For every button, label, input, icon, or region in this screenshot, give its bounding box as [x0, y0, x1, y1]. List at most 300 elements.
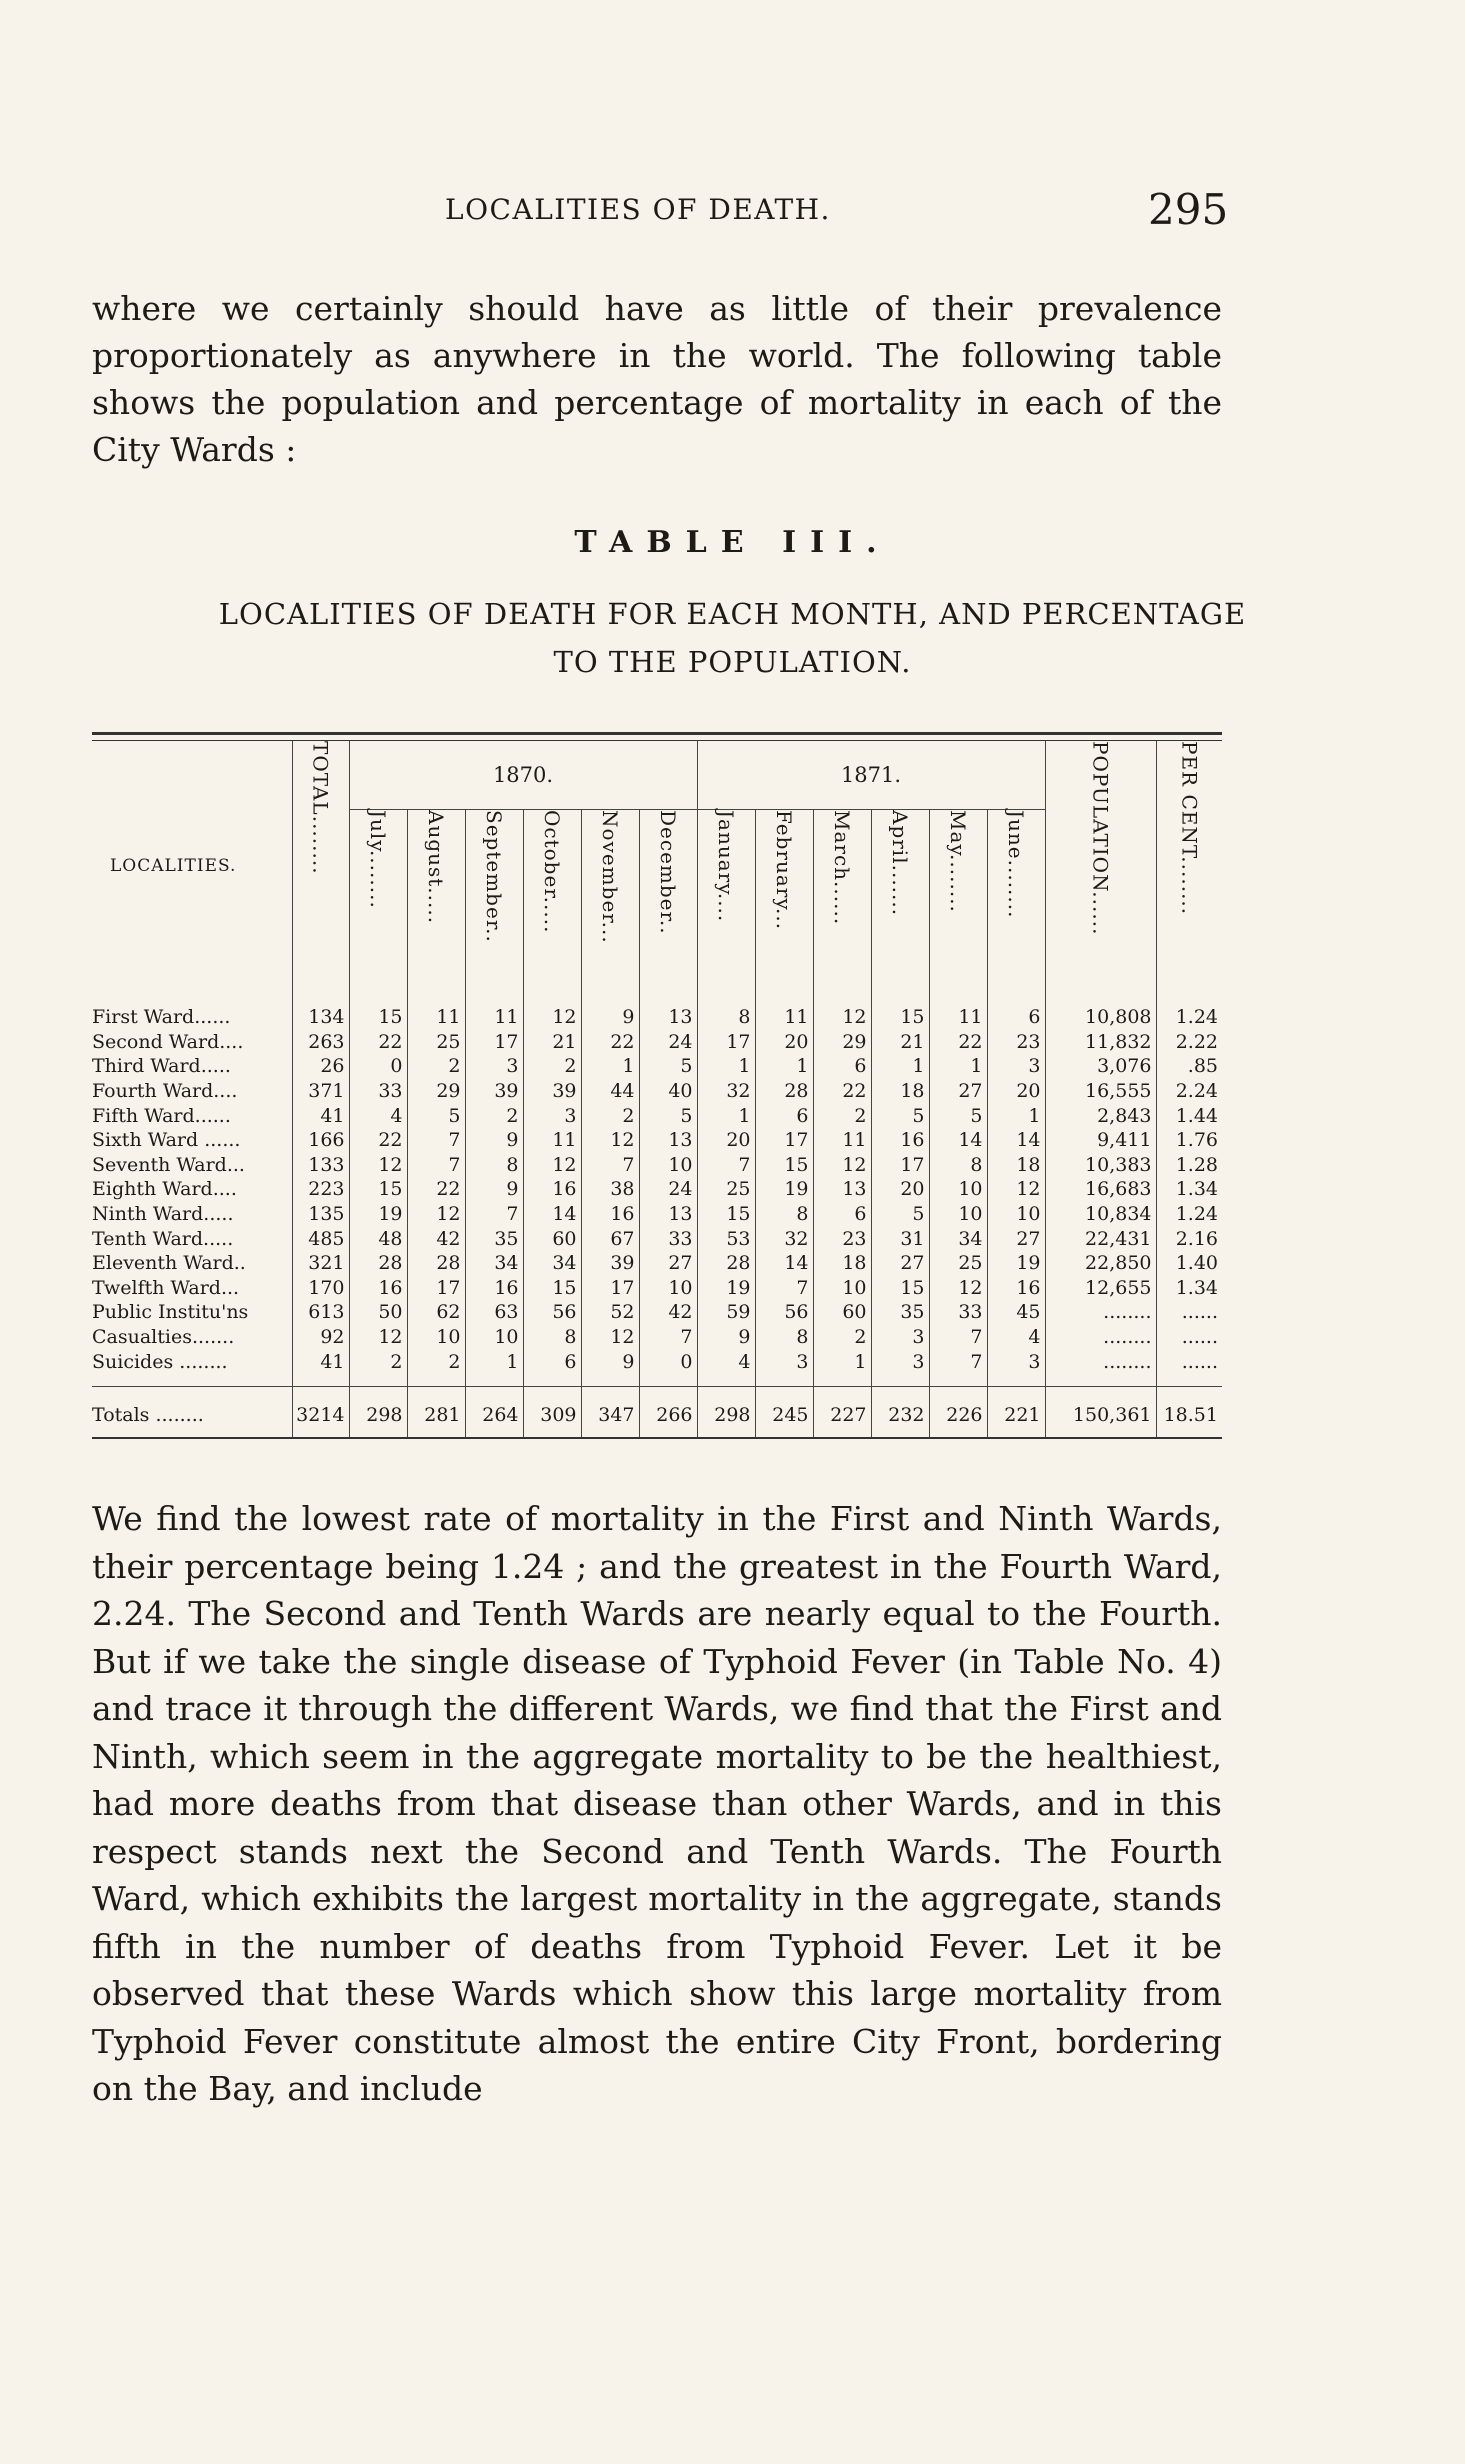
percent-cell: ...... [1156, 1300, 1222, 1325]
percent-header [1156, 741, 1222, 991]
month-cell: 0 [639, 1349, 697, 1374]
month-cell: 2 [407, 1054, 465, 1079]
locality-cell: Ninth Ward..... [92, 1203, 234, 1226]
month-cell: 2 [407, 1349, 465, 1374]
locality-cell: Public Institu'ns [92, 1301, 249, 1324]
month-cell: 24 [639, 1177, 697, 1202]
month-cell: 10 [465, 1325, 523, 1350]
month-cell: 6 [813, 1054, 871, 1079]
percent-cell: 1.24 [1156, 991, 1222, 1030]
month-cell: 29 [407, 1079, 465, 1104]
month-cell: 17 [755, 1128, 813, 1153]
total-header-label: TOTAL........ [308, 741, 333, 875]
table-row [92, 1300, 1222, 1325]
year-1871-header: 1871. [697, 741, 1045, 810]
month-cell: 39 [581, 1251, 639, 1276]
month-cell: 245 [755, 1386, 813, 1437]
spacer-cell [639, 1374, 697, 1387]
month-cell: 1 [465, 1349, 523, 1374]
month-cell: 7 [581, 1153, 639, 1178]
month-header-label: December.. [656, 810, 680, 935]
spacer-cell [581, 1374, 639, 1387]
month-cell: 8 [465, 1153, 523, 1178]
month-header [407, 810, 465, 991]
month-cell: 11 [407, 991, 465, 1030]
month-cell: 16 [871, 1128, 929, 1153]
table-row [92, 1153, 1222, 1178]
total-cell: 26 [292, 1054, 349, 1079]
month-cell: 21 [871, 1030, 929, 1055]
month-cell: 17 [871, 1153, 929, 1178]
month-cell: 5 [929, 1103, 987, 1128]
table-row [92, 1177, 1222, 1202]
month-cell: 22 [407, 1177, 465, 1202]
month-cell: 9 [581, 991, 639, 1030]
month-cell: 11 [523, 1128, 581, 1153]
month-cell: 5 [639, 1054, 697, 1079]
table-row [92, 1349, 1222, 1374]
total-cell: 166 [292, 1128, 349, 1153]
population-cell: 16,683 [1045, 1177, 1156, 1202]
locality-cell: Totals ........ [92, 1386, 292, 1437]
total-cell: 134 [292, 991, 349, 1030]
month-cell: 35 [465, 1226, 523, 1251]
month-cell: 18 [871, 1079, 929, 1104]
month-cell: 232 [871, 1386, 929, 1437]
month-cell: 10 [813, 1276, 871, 1301]
month-cell: 23 [813, 1226, 871, 1251]
month-cell: 27 [639, 1251, 697, 1276]
month-cell: 2 [813, 1103, 871, 1128]
month-cell: 7 [639, 1325, 697, 1350]
month-cell: 25 [929, 1251, 987, 1276]
month-cell: 9 [465, 1177, 523, 1202]
month-cell: 33 [929, 1300, 987, 1325]
month-cell: 9 [697, 1325, 755, 1350]
month-cell: 15 [871, 1276, 929, 1301]
month-header-label: January.... [714, 810, 738, 923]
month-cell: 19 [349, 1202, 407, 1227]
month-cell: 52 [581, 1300, 639, 1325]
month-cell: 9 [581, 1349, 639, 1374]
month-cell: 11 [755, 991, 813, 1030]
month-cell: 39 [523, 1079, 581, 1104]
month-cell: 3 [871, 1325, 929, 1350]
month-cell: 2 [581, 1103, 639, 1128]
locality-cell: Eighth Ward.... [92, 1178, 237, 1201]
table-row [92, 991, 1222, 1030]
total-cell: 223 [292, 1177, 349, 1202]
month-cell: 19 [755, 1177, 813, 1202]
percent-cell: 2.24 [1156, 1079, 1222, 1104]
month-cell: 3 [987, 1349, 1045, 1374]
month-cell: 10 [407, 1325, 465, 1350]
spacer-cell [813, 1374, 871, 1387]
month-cell: 3 [987, 1054, 1045, 1079]
month-cell: 3 [523, 1103, 581, 1128]
month-cell: 14 [929, 1128, 987, 1153]
month-cell: 27 [871, 1251, 929, 1276]
month-cell: 8 [523, 1325, 581, 1350]
month-cell: 15 [349, 1177, 407, 1202]
month-cell: 19 [987, 1251, 1045, 1276]
population-cell: 10,808 [1045, 991, 1156, 1030]
month-cell: 7 [697, 1153, 755, 1178]
percent-cell: 1.28 [1156, 1153, 1222, 1178]
population-cell: 3,076 [1045, 1054, 1156, 1079]
month-cell: 12 [349, 1153, 407, 1178]
month-header-label: March...... [830, 810, 854, 926]
month-cell: 7 [465, 1202, 523, 1227]
month-cell: 4 [697, 1349, 755, 1374]
month-cell: 6 [987, 991, 1045, 1030]
population-cell: ........ [1045, 1349, 1156, 1374]
month-cell: 309 [523, 1386, 581, 1437]
month-cell: 5 [407, 1103, 465, 1128]
month-cell: 39 [465, 1079, 523, 1104]
population-cell: 22,850 [1045, 1251, 1156, 1276]
month-cell: 67 [581, 1226, 639, 1251]
month-header [871, 810, 929, 991]
locality-cell: Casualties....... [92, 1326, 235, 1349]
month-cell: 15 [871, 991, 929, 1030]
population-cell: 2,843 [1045, 1103, 1156, 1128]
table-body [92, 991, 1222, 1437]
percent-cell: 1.40 [1156, 1251, 1222, 1276]
month-cell: 28 [407, 1251, 465, 1276]
locality-cell: Third Ward..... [92, 1055, 231, 1078]
month-cell: 13 [639, 991, 697, 1030]
month-cell: 27 [929, 1079, 987, 1104]
total-cell: 613 [292, 1300, 349, 1325]
spacer-cell [465, 1374, 523, 1387]
month-header [755, 810, 813, 991]
month-cell: 18 [813, 1251, 871, 1276]
month-cell: 34 [523, 1251, 581, 1276]
month-cell: 19 [697, 1276, 755, 1301]
month-cell: 10 [639, 1276, 697, 1301]
month-cell: 281 [407, 1386, 465, 1437]
total-cell: 3214 [292, 1386, 349, 1437]
month-cell: 22 [349, 1030, 407, 1055]
percent-cell: 2.22 [1156, 1030, 1222, 1055]
month-cell: 221 [987, 1386, 1045, 1437]
month-header-label: July........ [366, 810, 390, 910]
population-cell: ........ [1045, 1325, 1156, 1350]
percent-cell: ...... [1156, 1349, 1222, 1374]
population-cell: 16,555 [1045, 1079, 1156, 1104]
total-cell: 41 [292, 1103, 349, 1128]
month-header-label: August..... [424, 810, 448, 925]
month-cell: 11 [929, 991, 987, 1030]
month-cell: 53 [697, 1226, 755, 1251]
month-cell: 1 [697, 1054, 755, 1079]
month-cell: 2 [349, 1349, 407, 1374]
month-cell: 34 [465, 1251, 523, 1276]
month-cell: 12 [581, 1325, 639, 1350]
month-cell: 63 [465, 1300, 523, 1325]
month-cell: 2 [523, 1054, 581, 1079]
population-cell: 9,411 [1045, 1128, 1156, 1153]
month-cell: 1 [581, 1054, 639, 1079]
locality-cell: Seventh Ward... [92, 1153, 245, 1176]
month-cell: 29 [813, 1030, 871, 1055]
intro-paragraph: where we certainly should have as little of their prevalence proportionately as anywhere in the world. The following table shows the population and percentage of mortality in each of the City Wards : [92, 289, 1222, 469]
month-cell: 28 [755, 1079, 813, 1104]
month-cell: 12 [929, 1276, 987, 1301]
month-cell: 12 [813, 1153, 871, 1178]
month-cell: 23 [987, 1030, 1045, 1055]
month-header [639, 810, 697, 991]
month-header-label: April....... [888, 810, 912, 917]
month-cell: 5 [871, 1202, 929, 1227]
month-header [987, 810, 1045, 991]
month-cell: 298 [697, 1386, 755, 1437]
month-cell: 14 [755, 1251, 813, 1276]
month-cell: 20 [987, 1079, 1045, 1104]
month-cell: 33 [349, 1079, 407, 1104]
month-header [929, 810, 987, 991]
month-cell: 12 [523, 991, 581, 1030]
page-number: 295 [1148, 185, 1229, 234]
month-cell: 7 [929, 1349, 987, 1374]
running-title: LOCALITIES OF DEATH. [445, 193, 831, 226]
month-cell: 1 [697, 1103, 755, 1128]
month-cell: 18 [987, 1153, 1045, 1178]
month-cell: 1 [755, 1054, 813, 1079]
month-cell: 12 [581, 1128, 639, 1153]
percent-cell: ...... [1156, 1325, 1222, 1350]
total-cell: 92 [292, 1325, 349, 1350]
month-cell: 3 [871, 1349, 929, 1374]
month-cell: 44 [581, 1079, 639, 1104]
month-cell: 14 [523, 1202, 581, 1227]
month-cell: 1 [871, 1054, 929, 1079]
month-cell: 38 [581, 1177, 639, 1202]
month-cell: 56 [755, 1300, 813, 1325]
locality-cell: Fourth Ward.... [92, 1080, 238, 1103]
spacer-cell [871, 1374, 929, 1387]
spacer-cell [292, 1374, 349, 1387]
population-cell: 11,832 [1045, 1030, 1156, 1055]
month-header [813, 810, 871, 991]
month-cell: 4 [349, 1103, 407, 1128]
month-cell: 8 [755, 1325, 813, 1350]
body-paragraph: We find the lowest rate of mortality in the First and Ninth Wards, their percentage being 1.24 ; and the greatest in the Fourth Ward, 2.24. The Second and Tenth Wards are nearly equal to the Fourth. But if we take the single disease of Typhoid Fever (in Table No. 4) and trace it through the different Wards, we find that the First and Ninth, which seem in the aggregate mortality to be the healthiest, had more deaths from that disease than other Wards, and in this respect stands next the Second and Tenth Wards. The Fourth Ward, which exhibits the largest mortality in the aggregate, stands fifth in the number of deaths from Typhoid Fever. Let it be observed that these Wards which show this large mortality from Typhoid Fever constitute almost the entire City Front, bordering on the Bay, and include [92, 1499, 1222, 2108]
month-cell: 59 [697, 1300, 755, 1325]
month-cell: 35 [871, 1300, 929, 1325]
month-cell: 33 [639, 1226, 697, 1251]
caption-line-2: TO THE POPULATION. [553, 645, 912, 679]
month-header-label: May........ [946, 810, 970, 914]
month-cell: 264 [465, 1386, 523, 1437]
month-cell: 13 [639, 1128, 697, 1153]
caption-line-1: LOCALITIES OF DEATH FOR EACH MONTH, AND PERCENTAGE [218, 597, 1247, 631]
total-cell: 135 [292, 1202, 349, 1227]
population-cell: 10,834 [1045, 1202, 1156, 1227]
month-cell: 11 [465, 991, 523, 1030]
month-cell: 25 [697, 1177, 755, 1202]
month-cell: 25 [407, 1030, 465, 1055]
total-header [292, 741, 349, 991]
locality-cell: Second Ward.... [92, 1030, 244, 1053]
month-cell: 16 [987, 1276, 1045, 1301]
month-cell: 6 [755, 1103, 813, 1128]
month-cell: 15 [697, 1202, 755, 1227]
month-cell: 20 [697, 1128, 755, 1153]
month-cell: 1 [929, 1054, 987, 1079]
table-row [92, 1030, 1222, 1055]
total-cell: 41 [292, 1349, 349, 1374]
month-cell: 12 [349, 1325, 407, 1350]
month-cell: 12 [813, 991, 871, 1030]
month-header-label: September.. [482, 810, 506, 944]
population-cell: 12,655 [1045, 1276, 1156, 1301]
month-cell: 7 [407, 1128, 465, 1153]
month-cell: 20 [871, 1177, 929, 1202]
population-cell: 150,361 [1045, 1386, 1156, 1437]
table-row [92, 1128, 1222, 1153]
month-cell: 11 [813, 1128, 871, 1153]
month-cell: 14 [987, 1128, 1045, 1153]
spacer-cell [92, 1374, 292, 1387]
locality-cell: Fifth Ward...... [92, 1104, 231, 1127]
spacer-cell [1156, 1374, 1222, 1387]
percent-header-label: PER CENT........ [1177, 741, 1202, 916]
spacer-cell [755, 1374, 813, 1387]
spacer-cell [1045, 1374, 1156, 1387]
month-header [697, 810, 755, 991]
month-cell: 15 [523, 1276, 581, 1301]
spacer-cell [929, 1374, 987, 1387]
month-cell: 10 [929, 1177, 987, 1202]
month-cell: 0 [349, 1054, 407, 1079]
locality-cell: Tenth Ward..... [92, 1227, 234, 1250]
month-cell: 226 [929, 1386, 987, 1437]
month-cell: 50 [349, 1300, 407, 1325]
population-header-label: POPULATION...... [1088, 741, 1113, 936]
table-title: TABLE III. [574, 525, 891, 560]
total-cell: 321 [292, 1251, 349, 1276]
running-head [0, 185, 1465, 235]
table-row [92, 1054, 1222, 1079]
table-row [92, 1276, 1222, 1301]
locality-cell: First Ward...... [92, 1006, 231, 1029]
mortality-table [92, 741, 1222, 1437]
total-cell: 133 [292, 1153, 349, 1178]
month-header-label: October..... [540, 810, 564, 934]
table-row [92, 1079, 1222, 1104]
table-top-rule [92, 732, 1222, 741]
month-cell: 21 [523, 1030, 581, 1055]
population-cell: ........ [1045, 1300, 1156, 1325]
month-cell: 28 [349, 1251, 407, 1276]
locality-cell: Eleventh Ward.. [92, 1252, 246, 1275]
month-cell: 13 [813, 1177, 871, 1202]
percent-cell: .85 [1156, 1054, 1222, 1079]
month-cell: 298 [349, 1386, 407, 1437]
month-cell: 266 [639, 1386, 697, 1437]
population-cell: 22,431 [1045, 1226, 1156, 1251]
month-cell: 5 [639, 1103, 697, 1128]
table-row [92, 1251, 1222, 1276]
month-cell: 5 [871, 1103, 929, 1128]
month-cell: 62 [407, 1300, 465, 1325]
month-cell: 17 [465, 1030, 523, 1055]
month-header-label: February... [772, 810, 796, 931]
month-cell: 227 [813, 1386, 871, 1437]
month-cell: 7 [929, 1325, 987, 1350]
percent-cell: 1.44 [1156, 1103, 1222, 1128]
month-cell: 15 [755, 1153, 813, 1178]
month-cell: 20 [755, 1030, 813, 1055]
month-cell: 7 [407, 1153, 465, 1178]
year-1870-header: 1870. [349, 741, 697, 810]
month-header-label: June........ [1004, 810, 1028, 919]
month-header [465, 810, 523, 991]
month-cell: 16 [523, 1177, 581, 1202]
month-cell: 45 [987, 1300, 1045, 1325]
month-cell: 32 [755, 1226, 813, 1251]
month-cell: 3 [465, 1054, 523, 1079]
month-cell: 1 [987, 1103, 1045, 1128]
total-cell: 371 [292, 1079, 349, 1104]
month-cell: 10 [929, 1202, 987, 1227]
month-cell: 8 [697, 991, 755, 1030]
locality-cell: Suicides ........ [92, 1350, 228, 1373]
spacer-cell [349, 1374, 407, 1387]
locality-cell: Sixth Ward ...... [92, 1129, 241, 1152]
month-cell: 16 [581, 1202, 639, 1227]
month-cell: 17 [581, 1276, 639, 1301]
month-cell: 2 [465, 1103, 523, 1128]
month-cell: 9 [465, 1128, 523, 1153]
month-cell: 12 [523, 1153, 581, 1178]
spacer-row [92, 1374, 1222, 1387]
mortality-table-container [92, 732, 1222, 1439]
month-cell: 12 [407, 1202, 465, 1227]
population-header [1045, 741, 1156, 991]
month-cell: 60 [813, 1300, 871, 1325]
month-cell: 16 [349, 1276, 407, 1301]
month-cell: 60 [523, 1226, 581, 1251]
table-row [92, 1325, 1222, 1350]
month-cell: 42 [407, 1226, 465, 1251]
month-header [523, 810, 581, 991]
month-cell: 17 [697, 1030, 755, 1055]
total-cell: 485 [292, 1226, 349, 1251]
month-cell: 16 [465, 1276, 523, 1301]
month-cell: 12 [987, 1177, 1045, 1202]
month-cell: 3 [755, 1349, 813, 1374]
month-cell: 28 [697, 1251, 755, 1276]
month-cell: 32 [697, 1079, 755, 1104]
month-cell: 6 [813, 1202, 871, 1227]
month-cell: 6 [523, 1349, 581, 1374]
spacer-cell [987, 1374, 1045, 1387]
table-row [92, 1386, 1222, 1437]
table-bottom-rule [92, 1437, 1222, 1439]
month-cell: 1 [813, 1349, 871, 1374]
month-cell: 22 [581, 1030, 639, 1055]
percent-cell: 2.16 [1156, 1226, 1222, 1251]
month-cell: 22 [929, 1030, 987, 1055]
month-cell: 48 [349, 1226, 407, 1251]
table-row [92, 1202, 1222, 1227]
month-header [581, 810, 639, 991]
spacer-cell [407, 1374, 465, 1387]
locality-cell: Twelfth Ward... [92, 1276, 240, 1299]
